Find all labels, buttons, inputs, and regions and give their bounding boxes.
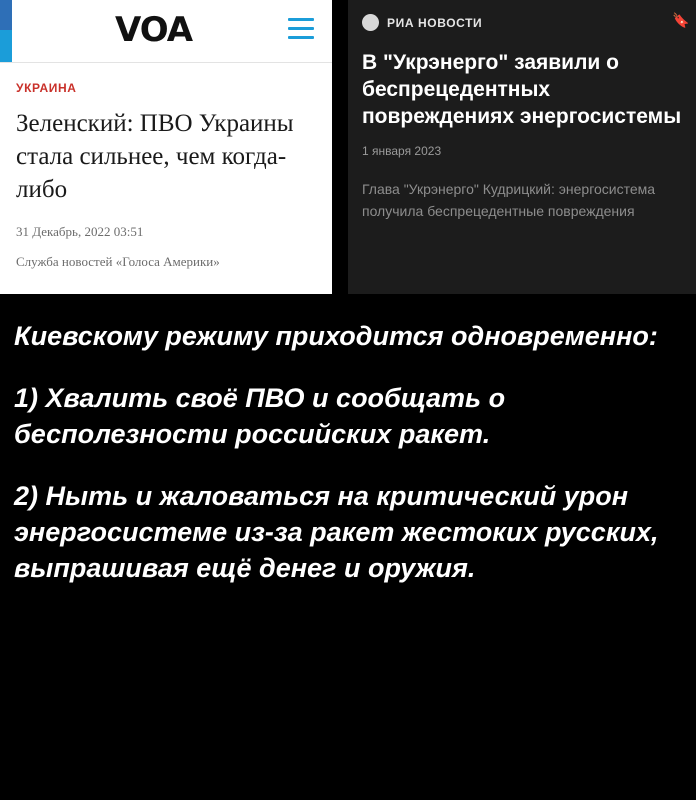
ria-headline: В "Укрэнерго" заявили о беспрецедентных повреждениях энергосистемы: [362, 51, 682, 128]
news-screenshots-row: [0, 0, 696, 300]
ria-lead-paragraph: Глава "Укрэнерго" Кудрицкий: энергосистема получила беспрецедентные повреждения: [362, 181, 656, 219]
bookmark-icon[interactable]: 🔖: [672, 12, 690, 28]
hamburger-menu-icon[interactable]: [288, 18, 314, 40]
voa-body: [0, 63, 332, 270]
voa-section-kicker[interactable]: УКРАИНА: [16, 81, 77, 95]
caption-line-2: 1) Хвалить своё ПВО и сообщать о бесполезности российских ракет.: [14, 383, 506, 449]
caption-line-3: 2) Ныть и жаловаться на критический урон энергосистеме из-за ракет жестоких русских, выпрашивая ещё денег и оружия.: [14, 481, 659, 583]
ria-article-card: [348, 0, 696, 294]
voa-header: [0, 0, 332, 63]
voa-logo[interactable]: VOA: [115, 10, 193, 50]
ria-header: [348, 0, 696, 31]
ria-timestamp: 1 января 2023: [362, 144, 442, 158]
voa-timestamp: 31 Декабрь, 2022 03:51: [16, 224, 144, 239]
voa-headline: Зеленский: ПВО Украины стала сильнее, чем когда-либо: [16, 110, 294, 203]
voa-article-card: [0, 0, 332, 294]
caption-block: [0, 300, 696, 586]
caption-line-1: Киевскому режиму приходится одновременно:: [14, 321, 658, 351]
voa-color-stripe: [0, 0, 12, 62]
voa-byline: Служба новостей «Голоса Америки»: [16, 254, 220, 269]
ria-brand-label[interactable]: РИА НОВОСТИ: [387, 15, 483, 30]
ria-circle-icon: [362, 14, 379, 31]
